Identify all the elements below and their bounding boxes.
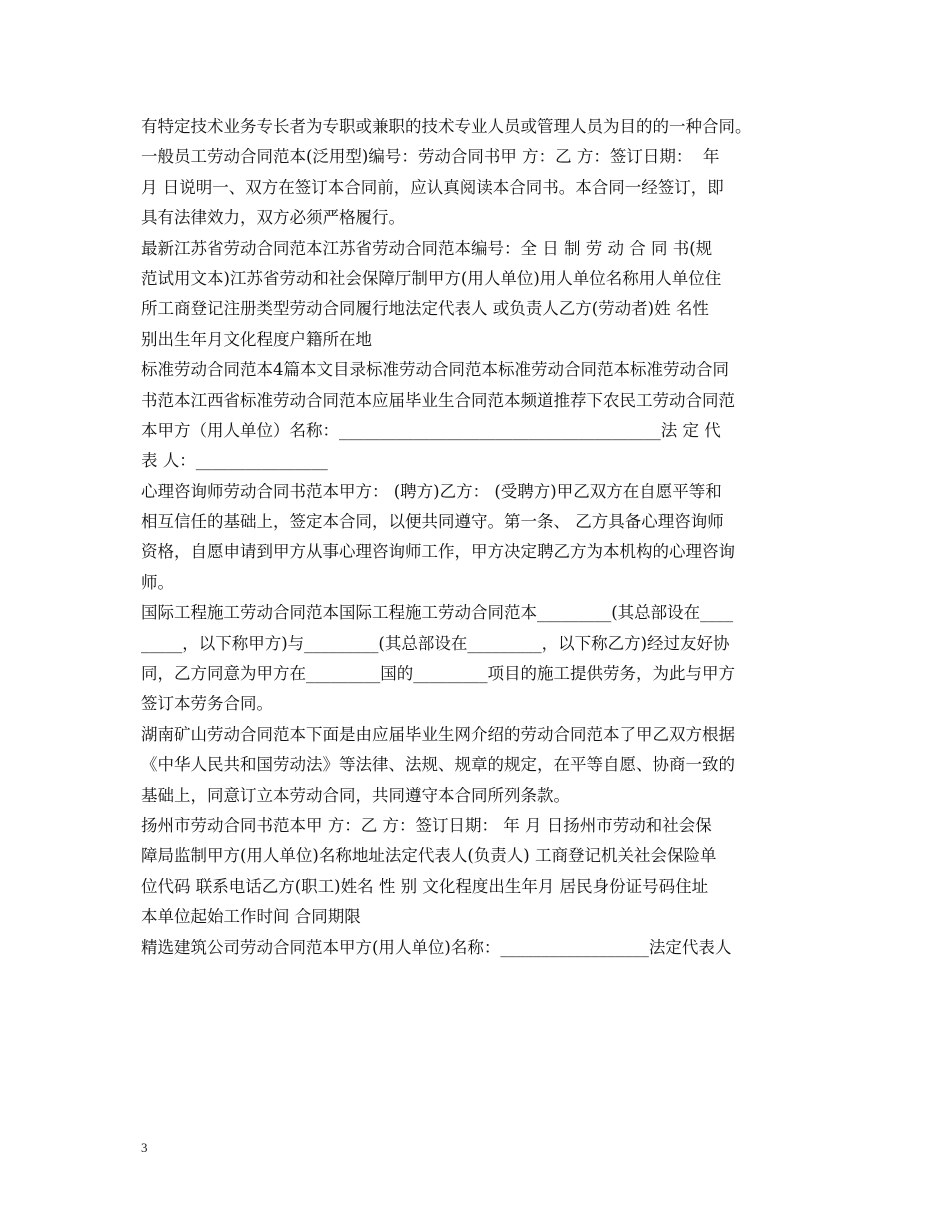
text-line: 同，乙方同意为甲方在_________国的_________项目的施工提供劳务，为此与甲方 [141, 664, 735, 684]
text-line: 有特定技术业务专长者为专职或兼职的技术专业人员或管理人员为目的的一种合同。 [141, 117, 752, 136]
paragraph [141, 720, 813, 811]
text-line: 资格，自愿申请到甲方从事心理咨询师工作，甲方决定聘乙方为本机构的心理咨询 [141, 542, 735, 562]
text-line: 标准劳动合同范本4篇本文目录标准劳动合同范本标准劳动合同范本标准劳动合同 [141, 360, 729, 380]
text-line: 表 人：________________ [141, 451, 328, 471]
paragraph [141, 811, 813, 933]
text-line: 湖南矿山劳动合同范本下面是由应届毕业生网介绍的劳动合同范本了甲乙双方根据 [141, 724, 735, 744]
paragraph [141, 477, 813, 599]
text-line: 别出生年月文化程度户籍所在地 [141, 329, 372, 349]
text-line: 范试用文本)江苏省劳动和社会保障厅制甲方(用人单位)用人单位名称用人单位住 [141, 268, 722, 288]
text-line: 位代码 联系电话乙方(职工)姓名 性 别 文化程度出生年月 居民身份证号码住址 [141, 876, 709, 896]
text-line: 最新江苏省劳动合同范本江苏省劳动合同范本编号：全 日 制 劳 动 合 同 书(规 [141, 238, 713, 258]
text-line: 本甲方（用人单位）名称：_______________________________________法 定 代 [141, 420, 721, 440]
text-line: 具有法律效力，双方必须严格履行。 [141, 208, 405, 228]
text-line: 师。 [141, 572, 174, 592]
text-line: 《中华人民共和国劳动法》等法律、法规、规章的规定，在平等自愿、协商一致的 [141, 755, 735, 775]
paragraph [141, 355, 813, 477]
paragraph [141, 234, 813, 356]
page-number: 3 [141, 1140, 148, 1155]
text-line: 障局监制甲方(用人单位)名称地址法定代表人(负责人) 工商登记机关社会保险单 [141, 846, 717, 866]
text-line: 心理咨询师劳动合同书范本甲方： (聘方)乙方： (受聘方)甲乙双方在自愿平等和 [141, 481, 722, 501]
text-line: 本单位起始工作时间 合同期限 [141, 907, 361, 927]
text-line: 书范本江西省标准劳动合同范本应届毕业生合同范本频道推荐下农民工劳动合同范 [141, 390, 735, 410]
text-line: 月 日说明一、双方在签订本合同前，应认真阅读本合同书。本合同一经签订，即 [141, 177, 724, 197]
text-line: 国际工程施工劳动合同范本国际工程施工劳动合同范本_________(其总部设在____ [141, 603, 734, 623]
paragraph [141, 598, 813, 720]
text-line: _____，以下称甲方)与_________(其总部设在_________，以下称乙方)经过友好协 [141, 633, 730, 653]
text-line: 签订本劳务合同。 [141, 694, 273, 714]
paragraph [141, 933, 813, 963]
text-line: 所工商登记注册类型劳动合同履行地法定代表人 或负责人乙方(劳动者)姓 名性 [141, 299, 709, 319]
paragraph [141, 142, 813, 233]
paragraph [141, 112, 813, 142]
text-line: 基础上，同意订立本劳动合同，共同遵守本合同所列条款。 [141, 785, 570, 805]
document-body [141, 112, 813, 963]
text-line: 精选建筑公司劳动合同范本甲方(用人单位)名称：__________________法定代表人 [141, 937, 732, 957]
text-line: 一般员工劳动合同范本(泛用型)编号：劳动合同书甲 方：乙 方：签订日期： 年 [141, 147, 720, 167]
text-line: 扬州市劳动合同书范本甲 方：乙 方：签订日期： 年 月 日扬州市劳动和社会保 [141, 815, 712, 835]
text-line: 相互信任的基础上，签定本合同，以便共同遵守。第一条、 乙方具备心理咨询师 [141, 512, 724, 532]
